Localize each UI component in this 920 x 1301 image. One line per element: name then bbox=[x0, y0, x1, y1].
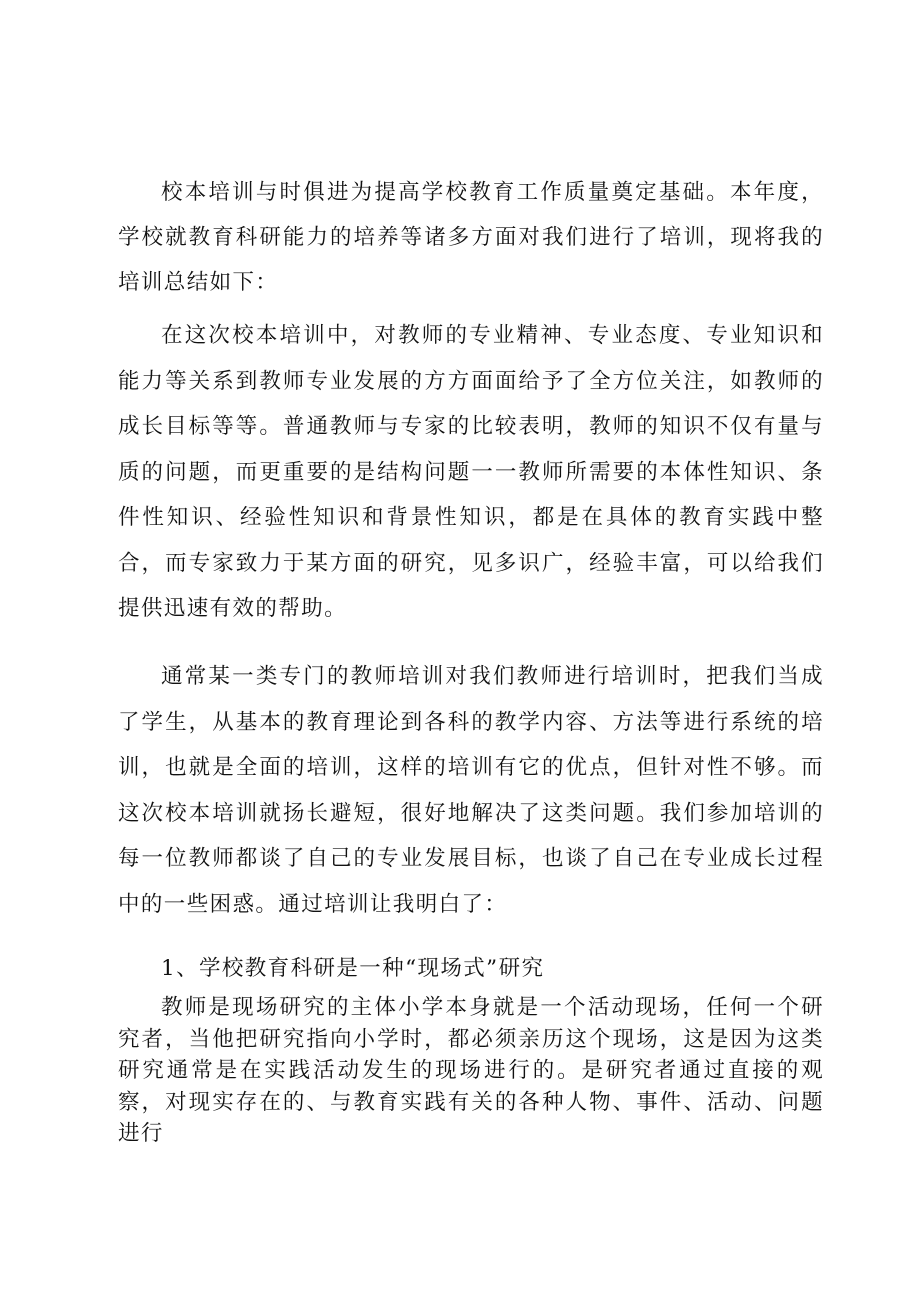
body-paragraph-field-research: 教师是现场研究的主体小学本身就是一个活动现场，任何一个研究者，当他把研究指向小学时，都必须亲历这个现场，这是因为这类研究通常是在实践活动发生的现场进行的。是研究者通过直接的观察，对现实存在的、与教育实践有关的各种人物、事件、活动、问题进行 bbox=[118, 995, 824, 1146]
body-paragraph-training-comparison: 通常某一类专门的教师培训对我们教师进行培训时，把我们当成了学生，从基本的教育理论到各科的教学内容、方法等进行系统的培训，也就是全面的培训，这样的培训有它的优点，但针对性不够。而这次校本培训就扬长避短，很好地解决了这类问题。我们参加培训的每一位教师都谈了自己的专业发展目标，也谈了自己在专业成长过程中的一些困惑。通过培训让我明白了： bbox=[118, 664, 824, 917]
intro-paragraph: 校本培训与时俱进为提高学校教育工作质量奠定基础。本年度，学校就教育科研能力的培养等诸多方面对我们进行了培训，现将我的培训总结如下： bbox=[118, 180, 824, 295]
section-heading-1: 1、学校教育科研是一种“现场式”研究 bbox=[161, 956, 545, 981]
body-paragraph-training-content: 在这次校本培训中，对教师的专业精神、专业态度、专业知识和能力等关系到教师专业发展的方方面面给予了全方位关注，如教师的成长目标等等。普通教师与专家的比较表明，教师的知识不仅有量与质的问题，而更重要的是结构问题一一教师所需要的本体性知识、条件性知识、经验性知识和背景性知识，都是在具体的教育实践中整合，而专家致力于某方面的研究，见多识广，经验丰富，可以给我们提供迅速有效的帮助。 bbox=[118, 323, 824, 621]
